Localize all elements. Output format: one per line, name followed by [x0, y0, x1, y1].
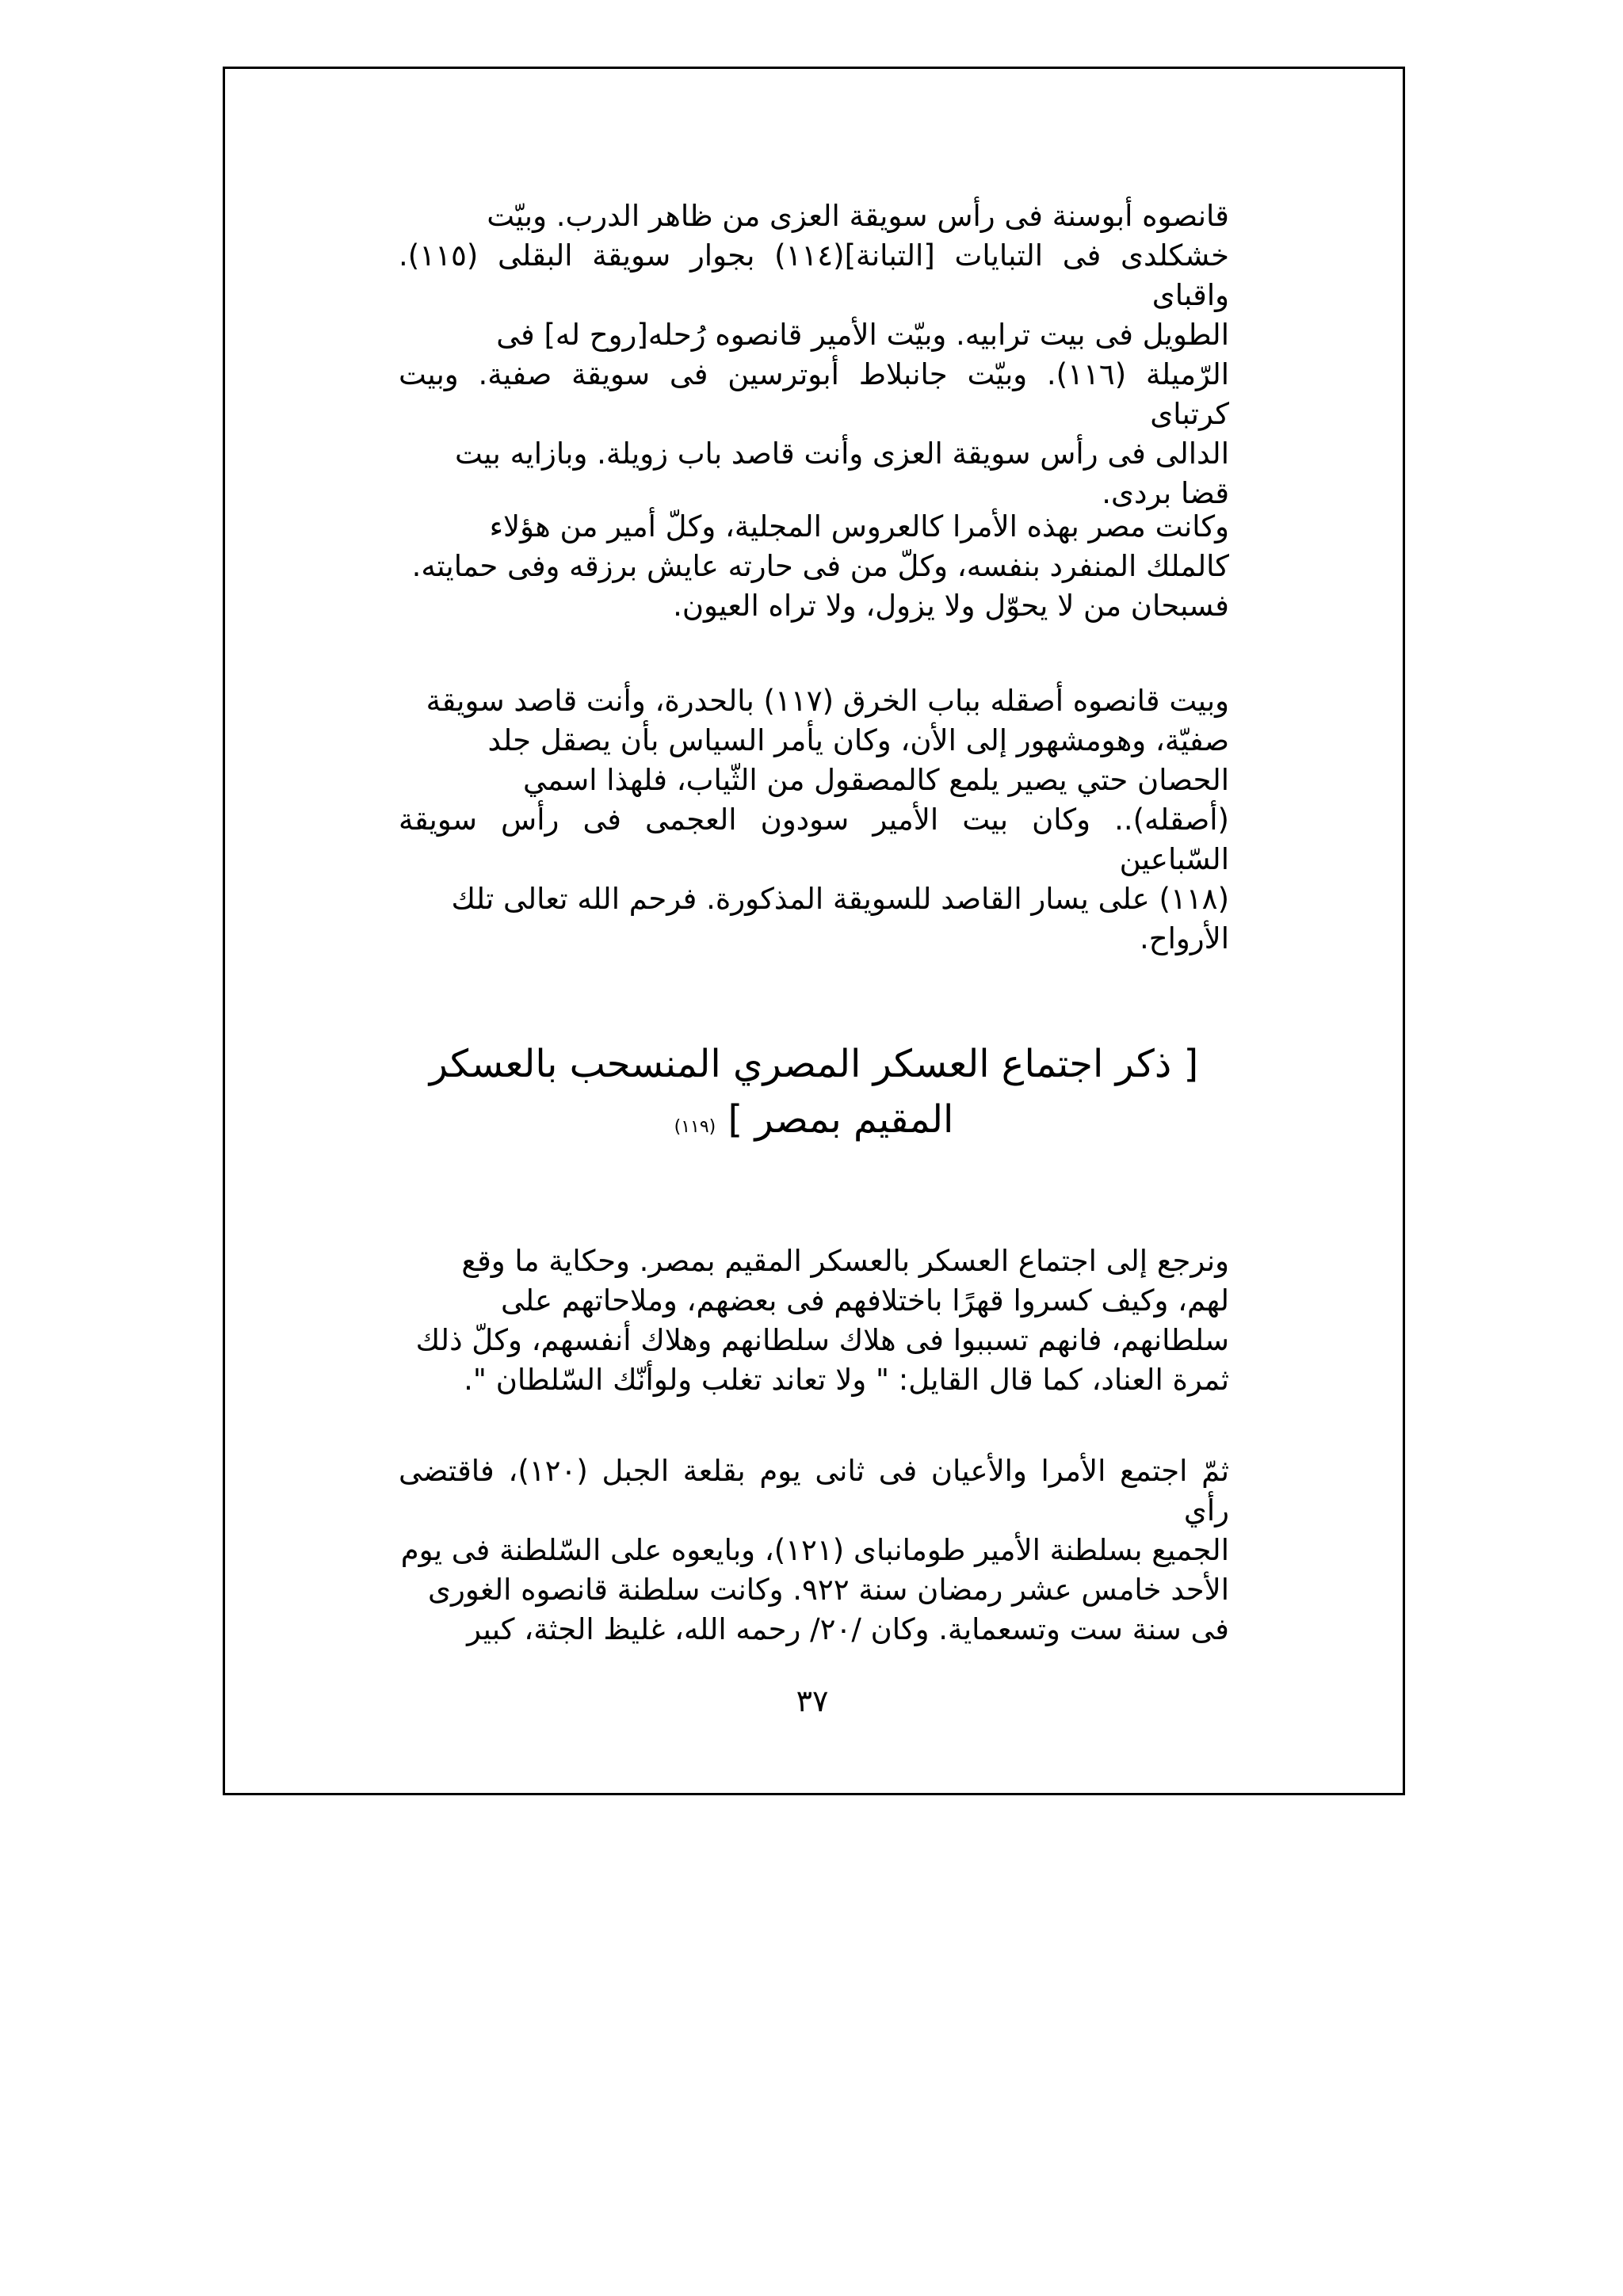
text-line: ثمرة العناد، كما قال القايل: " ولا تعاند تغلب ولوأنّك السّلطان ".	[464, 1363, 1229, 1397]
heading-footnote: (١١٩)	[674, 1117, 716, 1137]
text-line: (أصقله).. وكان بيت الأمير سودون العجمى فى رأس سويقة السّباعين	[399, 803, 1229, 876]
text-line: الطويل فى بيت ترابيه. وبيّت الأمير قانصوه رُحله[روح له] فى	[496, 318, 1229, 352]
text-line: الجميع بسلطنة الأمير طومانباى (١٢١)، وبايعوه على السّلطنة فى يوم	[400, 1533, 1229, 1567]
page-number: ٣٧	[796, 1684, 829, 1718]
text-line: كالملك المنفرد بنفسه، وكلّ من فى حارته عايش برزقه وفى حمايته.	[411, 549, 1229, 583]
text-line: لهم، وكيف كسروا قهرًا باختلافهم فى بعضهم، وملاحاتهم على	[500, 1283, 1229, 1318]
paragraph-1	[399, 196, 1229, 513]
text-line: (١١٨) على يسار القاصد للسويقة المذكورة. فرحم الله تعالى تلك	[451, 882, 1229, 916]
paragraph-2	[399, 507, 1229, 626]
text-line: الأرواح.	[1139, 921, 1229, 955]
paragraph-3	[399, 681, 1229, 959]
text-line: صفيّة، وهومشهور إلى الأن، وكان يأمر السياس بأن يصقل جلد	[487, 723, 1229, 757]
text-line: سلطانهم، فانهم تسببوا فى هلاك سلطانهم وهلاك أنفسهم، وكلّ ذلك	[415, 1323, 1229, 1357]
paragraph-5	[399, 1451, 1229, 1650]
text-line: ونرجع إلى اجتماع العسكر بالعسكر المقيم بمصر. وحكاية ما وقع	[461, 1244, 1229, 1278]
paragraph-4	[399, 1241, 1229, 1400]
text-line: الأحد خامس عشر رمضان سنة ٩٢٢. وكانت سلطنة قانصوه الغورى	[428, 1573, 1229, 1607]
text-line: الحصان حتي يصير يلمع كالمصقول من الثّياب، فلهذا اسمي	[523, 763, 1229, 797]
text-line: خشكلدى فى التبايات [التبانة](١١٤) بجوار سويقة البقلى (١١٥). واقباى	[399, 238, 1229, 312]
text-line: الدالى فى رأس سويقة العزى وأنت قاصد باب زويلة. وبازايه بيت	[455, 437, 1229, 471]
text-line: وكانت مصر بهذه الأمرا كالعروس المجلية، وكلّ أمير من هؤلاء	[489, 509, 1229, 543]
text-line: وبيت قانصوه أصقله بباب الخرق (١١٧) بالحدرة، وأنت قاصد سويقة	[426, 684, 1229, 718]
text-line: الرّميلة (١١٦). وبيّت جانبلاط أبوترسين فى سويقة صفية. وبيت كرتباى	[399, 357, 1229, 431]
text-line: قانصوه أبوسنة فى رأس سويقة العزى من ظاهر الدرب. وبيّت	[487, 199, 1229, 233]
text-line: فى سنة ست وتسعماية. وكان /٢٠/ رحمه الله، غليظ الجثة، كبير	[467, 1612, 1229, 1646]
section-heading	[399, 1036, 1229, 1155]
text-line: ثمّ اجتمع الأمرا والأعيان فى ثانى يوم بقلعة الجبل (١٢٠)، فاقتضى رأي	[399, 1454, 1229, 1527]
text-line: فسبحان من لا يحوّل ولا يزول، ولا تراه العيون.	[673, 589, 1229, 623]
text-line: قضا بردى.	[1102, 476, 1229, 510]
heading-line: [ ذكر اجتماع العسكر المصري المنسحب بالعسكر	[429, 1042, 1199, 1086]
heading-line	[399, 1092, 1229, 1155]
heading-line-text: المقيم بمصر ]	[727, 1097, 954, 1142]
